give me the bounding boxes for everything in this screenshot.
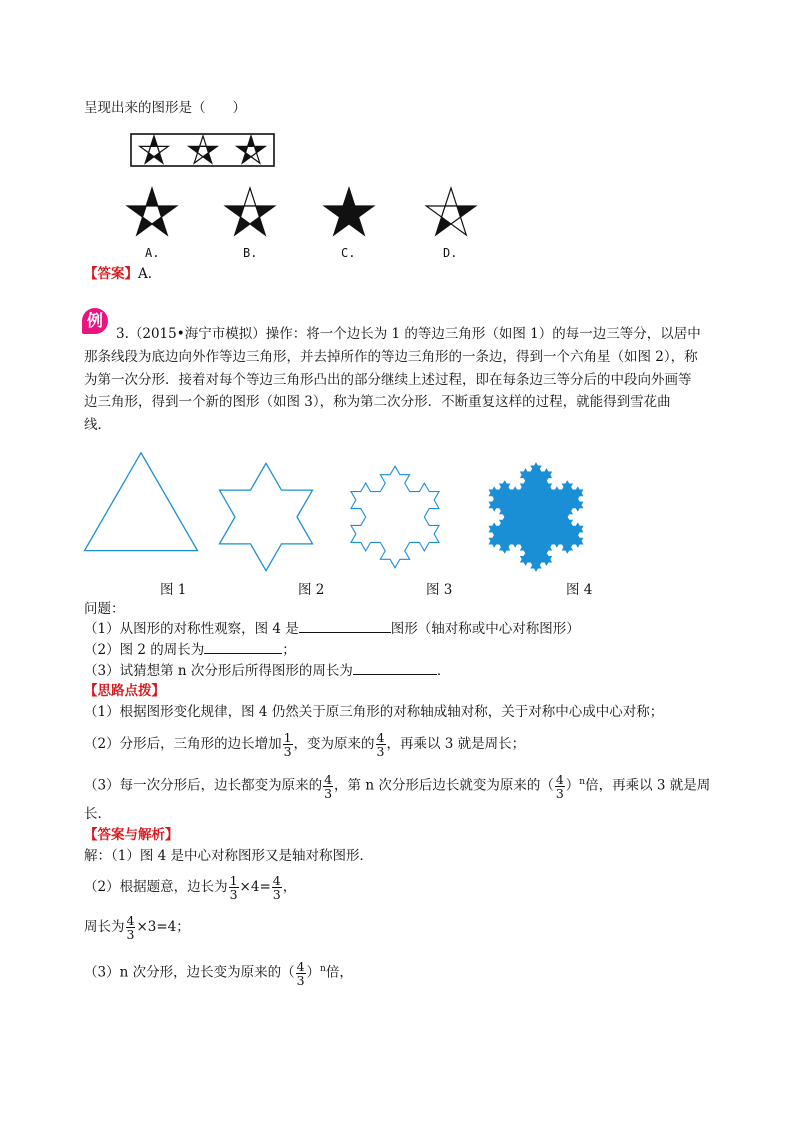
example-line-5: 线． xyxy=(84,417,111,433)
answer-tag: 【答案】 xyxy=(84,266,138,282)
example-line-1: 3.（2015•海宁市模拟）操作：将一个边长为 1 的等边三角形（如图 1）的每一边三等分，以居中 xyxy=(116,326,701,342)
example-badge: 例 xyxy=(82,308,108,334)
option-a-label: A. xyxy=(145,246,160,260)
star-tip xyxy=(151,136,158,146)
hint-line-3: （3）每一次分形后，边长都变为原来的 $\frac{4}{3}$ ，第 n 次分形后边长就变为原来的（ $\frac{4}{3}$ ）$^n$倍，再乘以 3 就是周 xyxy=(84,771,711,801)
option-d-label: D. xyxy=(443,246,458,260)
star-tip xyxy=(146,188,158,206)
answer-blank-1[interactable] xyxy=(299,620,391,633)
example-line-4: 边三角形，得到一个新的图形（如图 3），称为第二次分形．不断重复这样的过程，就能得到雪花曲 xyxy=(84,394,671,410)
fraction-one-third: $\frac{1}{3}$ xyxy=(283,730,292,759)
solution-tag: 【答案与解析】 xyxy=(84,827,179,843)
question-3: （3）试猜想第 n 次分形后所得图形的周长为 ． xyxy=(84,663,451,679)
solution-line-1: 解：（1）图 4 是中心对称图形又是轴对称图形． xyxy=(84,848,374,864)
star-tip xyxy=(343,188,355,206)
fraction-four-thirds: $\frac{4}{3}$ xyxy=(555,771,564,801)
hint-tag: 【思路点拨】 xyxy=(84,683,165,699)
solution-line-2: （2）根据题意，边长为 $\frac{1}{3}$ ×4= $\frac{4}{3}$ ， xyxy=(84,873,297,902)
answer-blank-3[interactable] xyxy=(353,662,437,675)
questions-title: 问题： xyxy=(84,601,125,617)
option-c-label: C. xyxy=(341,246,356,260)
option-stars-figure xyxy=(120,185,490,243)
question-stem: 呈现出来的图形是（ ） xyxy=(84,100,246,116)
fraction-four-thirds: $\frac{4}{3}$ xyxy=(324,771,333,801)
figure-2-hexagram xyxy=(220,463,313,570)
figure-1-triangle xyxy=(85,453,198,551)
example-line-2: 那条线段为底边向外作等边三角形，并去掉所作的等边三角形的一条边，得到一个六角星（如图 2），称 xyxy=(84,349,698,365)
answer-text: A. xyxy=(138,266,153,282)
caption-figure-3: 图 3 xyxy=(426,582,453,598)
figure-4-snowflake xyxy=(489,463,583,572)
figure-3-second-fractal xyxy=(351,466,439,568)
solution-line-3: 周长为 $\frac{4}{3}$ ×3=4； xyxy=(84,913,190,942)
hint-line-3-cont: 长． xyxy=(84,806,111,822)
hint-line-2: （2）分形后，三角形的边长增加 $\frac{1}{3}$ ，变为原来的 $\frac{4}{3}$ ，再乘以 3 就是周长； xyxy=(84,730,526,759)
fraction-four-thirds: $\frac{4}{3}$ xyxy=(376,730,385,759)
question-2: （2）图 2 的周长为 ； xyxy=(84,642,296,658)
caption-figure-4: 图 4 xyxy=(566,582,593,598)
hint-line-1: （1）根据图形变化规律，图 4 仍然关于原三角形的对称轴成轴对称，关于对称中心成中心对称； xyxy=(84,704,664,720)
example-line-3: 为第一次分形．接着对每个等边三角形凸出的部分继续上述过程，即在每条边三等分后的中段向外画等 xyxy=(84,372,692,388)
star-tip xyxy=(445,188,457,206)
option-b-label: B. xyxy=(243,246,258,260)
star-tip xyxy=(244,188,256,206)
answer-blank-2[interactable] xyxy=(204,641,282,654)
caption-figure-2: 图 2 xyxy=(298,582,325,598)
answer-line xyxy=(84,265,152,283)
star-tip xyxy=(248,136,255,146)
caption-figure-1: 图 1 xyxy=(160,582,187,598)
solution-line-4: （3）n 次分形，边长变为原来的（ $\frac{4}{3}$ ）$^n$倍， xyxy=(84,958,353,988)
star-tip xyxy=(200,136,207,146)
fractal-figures xyxy=(0,440,794,575)
reference-stars-figure xyxy=(130,130,275,170)
question-1: （1）从图形的对称性观察，图 4 是 图形（轴对称或中心对称图形） xyxy=(84,621,580,637)
